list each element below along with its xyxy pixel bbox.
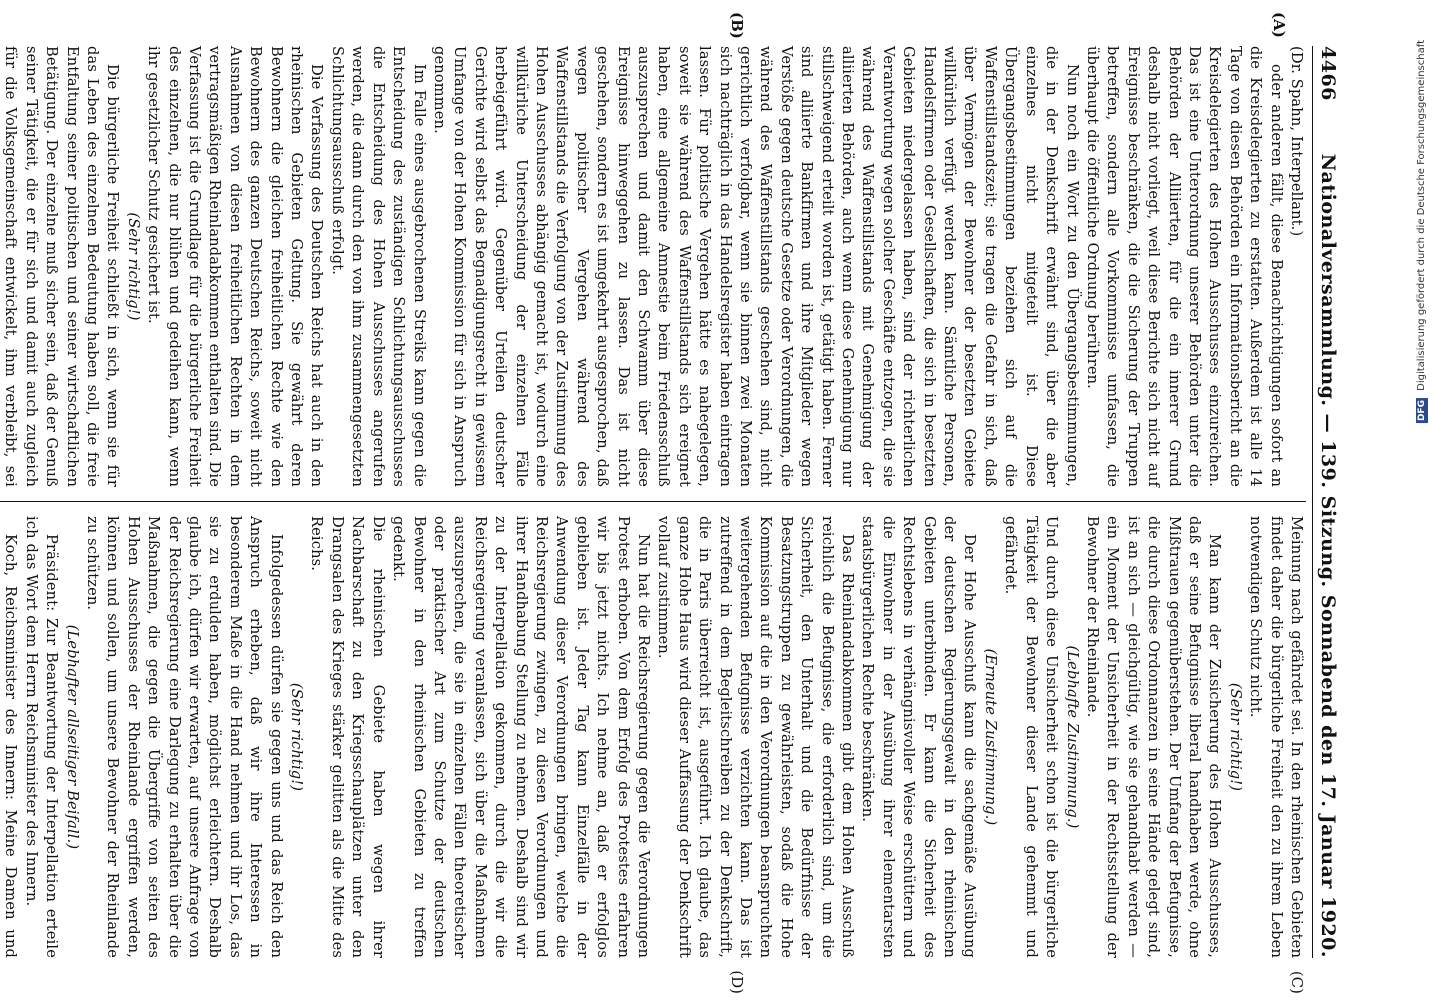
paragraph: Und durch diese Unsicherheit schon ist die bürgerliche Tätigkeit der Bewohner dieser Lande gehemmt und gefährdet. (1002, 516, 1061, 958)
paragraph: (Sehr richtig!) (1226, 682, 1244, 792)
margin-letter-a: (A) (1270, 12, 1288, 38)
paragraph: Nun noch ein Wort zu den Übergangsbestimmungen, die in der Denkschrift erwähnt sind, über die aber einzelnes nicht mitgeteilt ist. Diese Übergangsbestimmungen beziehen sich auf die Waffenstillstandszeit; sie tragen die Gefahr in sich, daß über Vermögen der Bewohner der besetzten Gebiete willkürlich verfügt werden kann. Sämtliche Personen, Handelsfirmen oder Gesellschaften, die sich in besetzten Gebieten niedergelassen haben, sind der richterlichen Verantwortung wegen solcher Geschäfte entzogen, die sie während des Waffenstillstands mit Genehmigung der alliierten Behörden, auch wenn diese Genehmigung nur stillschweigend erteilt worden ist, getätigt haben. Ferner sind alliierte Bankfirmen und ihre Mitglieder wegen Verstöße gegen deutsche Gesetze oder Verordnungen, die während des Waffenstillstands geschehen sind, nicht gerichtlich verfolgbar, wenn sie binnen zwei Monaten sich nachträglich in das Handelsregister haben eintragen lassen. Für politische Vergehen hätte es nahegelegen, soweit sie während des Waffenstillstands sich ereignet haben, eine allgemeine Amnestie beim Friedensschluß auszusprechen und damit den Schwamm über diese Ereignisse hinweggehen zu lassen. Das ist nicht geschehen, sondern es ist umgekehrt ausgesprochen, daß wegen politischer Vergehen während des Waffenstillstands die Verfolgung von der Zustimmung des Hohen Ausschusses abhängig gemacht ist, wodurch eine willkürliche Unterscheidung der einzelnen Fälle herbeigeführt wird. Gegenüber Urteilen deutscher Gerichte wird selbst das Begnadigungsrecht in gewissem Umfange von der Hohen Kommission für sich in Anspruch genommen. (430, 46, 1081, 487)
left-column (0, 12, 1306, 502)
page-title: Nationalversammlung. — 139. Sitzung. Sonnabend den 17. Januar 1920. (1317, 153, 1339, 958)
text-columns (0, 12, 1306, 994)
paragraph: Der Hohe Ausschuß kann die sachgemäße Ausübung der deutschen Regierungsgewalt in den rheinischen Gebieten unterbinden. Er kann die Sicherheit des Rechtslebens in verhängnisvoller Weise erschüttern und die Einwohner in der Ausübung ihrer elementarsten staatsbürgerlichen Rechte beschränken. (859, 516, 979, 958)
paragraph: (Sehr richtig!) (288, 682, 306, 792)
running-head (1312, 46, 1339, 958)
paragraph: (Lebhafter allseitiger Beifall.) (63, 624, 81, 850)
paragraph: (Sehr richtig!) (124, 212, 142, 321)
paragraph: Präsident: Zur Beantwortung der Interpellation erteile ich das Wort dem Herrn Reichsminister des Innern. (22, 516, 61, 958)
paragraph: (Erneute Zustimmung.) (981, 648, 999, 826)
paragraph: (Dr. Spahn, Interpellant.) (1288, 46, 1305, 237)
document-page (2, 0, 1395, 1000)
paragraph: Man kann der Zusicherung des Hohen Ausschusses, daß er seine Befugnisse liberal handhaben werde, ohne Mißtrauen gegenüberstehen. Der Umfang der Befugnisse, die durch diese Ordonnanzen in seine Hände gelegt sind, ist an sich — gleichgültig, wie sie gehandhabt werden — ein Moment der Unsicherheit in der Rechtsstellung der Bewohner der Rheinlande. (1083, 516, 1224, 958)
paragraph: Die bürgerliche Freiheit schließt in sich, wenn sie für das Leben des einzelnen Bedeutung haben soll, die freie Entfaltung seiner politischen und seiner wirtschaftlichen Betätigung. Der einzelne muß sicher sein, daß der Genuß seiner Tätigkeit, die er für sich und damit auch zugleich für die Volksgemeinschaft entwickelt, ihm verbleibt, sei (2, 46, 122, 487)
dfg-logo: DFG (1417, 400, 1427, 422)
margin-letter-c: (C) (1288, 970, 1306, 994)
digitization-footer (1416, 40, 1428, 423)
paragraph: Nun hat die Reichsregierung gegen die Verordnungen Protest erhoben. Von dem Erfolg des Protestes erfahren wir bis jetzt nichts. Ich nehme an, daß er erfolglos geblieben ist. Jeder Tag kann Einzelfälle in der Anwendung dieser Verordnungen bringen, welche die Reichsregierung zwingen, zu diesen Verordnungen und ihrer Handhabung Stellung zu nehmen. Deshalb sind wir zu der Interpellation gekommen, durch die wir die Reichsregierung veranlassen, sich über die Maßnahmen auszusprechen, die sie in einzelnen Fällen theoretischer oder praktischer Art zum Schutze der deutschen Bewohner in den rheinischen Gebieten zu treffen gedenkt. (390, 516, 652, 958)
footer-text: Digitalisierung gefördert durch die Deutsche Forschungsgemeinschaft (1416, 40, 1427, 391)
right-column (0, 502, 1306, 994)
paragraph: (Lebhafte Zustimmung.) (1063, 645, 1081, 829)
margin-letter-b: (B) (728, 12, 746, 39)
paragraph: Infolgedessen dürfen sie gegen uns und das Reich den Anspruch erheben, daß wir ihre Interessen in besonderem Maße in die Hand nehmen und ihr Los, das sie zu erdulden haben, möglichst erleichtern. Deshalb glaube ich, dürfen wir erwarten, auf unsere Anfrage von der Reichsregierung eine Darlegung zu erhalten über die Maßnahmen, die gegen die Übergriffe von seiten des Hohen Ausschusses der Rheinlande ergriffen werden, können und sollen, um unsere Bewohner der Rheinlande zu schützen. (84, 516, 285, 958)
paragraph: oder anderen fällt, diese Benachrichtigungen sofort an die Kreisdelegierten zu erstatten. Außerdem ist alle 14 Tage von diesen Behörden ein Informationsbericht an die Kreisdelegierten des Hohen Ausschusses einzureichen. Das ist eine Unterordnung unserer Behörden unter die Behörden der Alliierten, für die ein innerer Grund deshalb nicht vorliegt, weil diese Berichte sich nicht auf Ereignisse beschränken, die die Sicherung der Truppen betreffen, sondern alle Vorkommnisse umfassen, die überhaupt die öffentliche Ordnung berühren. (1083, 46, 1285, 487)
paragraph: Koch, Reichsminister des Innern: Meine Damen und (2, 534, 20, 958)
paragraph: Meinung nach gefährdet sei. In den rheinischen Gebieten findet daher die bürgerliche Freiheit den zu ihrem Leben notwendigen Schutz nicht. (1247, 516, 1305, 958)
paragraph: Im Falle eines ausgebrochenen Streiks kann gegen die Entscheidung des zuständigen Schlichtungsausschusses die Entscheidung des Hohen Ausschusses angerufen werden, die dann durch den von ihm zusammengesetzten Schlichtungsausschuß erfolgt. (328, 46, 428, 487)
paragraph: Die Verfassung des Deutschen Reichs hat auch in den rheinischen Gebieten Geltung. Sie gewährt deren Bewohnern die gleichen freiheitlichen Rechte wie den Bewohnern des ganzen Deutschen Reichs, soweit nicht Ausnahmen von diesen freiheitlichen Rechten in dem vertragsmäßigen Rheinlandabkommen enthalten sind. Die Verfassung ist die Grundlage für die bürgerliche Freiheit des einzelnen, die nur blühen und gedeihen kann, wenn ihr gesetzlicher Schutz gesichert ist. (145, 46, 326, 487)
paragraph: Die rheinischen Gebiete haben wegen ihrer Nachbarschaft zu den Kriegsschauplätzen unter den Drangsalen des Krieges stärker gelitten als die Mitte des Reichs. (308, 516, 387, 958)
margin-letter-d: (D) (728, 970, 746, 994)
page-number: 4466 (1317, 46, 1339, 101)
paragraph: Das Rheinlandabkommen gibt dem Hohen Ausschuß reichlich die Befugnisse, die erforderlich sind, um die Sicherheit, den Unterhalt und die Bedürfnisse der Besatzungstruppen zu gewährleisten, sodaß die Hohe Kommission auf die in den Verordnungen beanspruchten weitergehenden Befugnisse verzichten kann. Das ist zutreffend in dem Begleitschreiben zu der Denkschrift, die in Paris überreicht ist, ausgeführt. Ich glaube, das ganze Hohe Haus wird dieser Auffassung der Denkschrift vollauf zustimmen. (655, 516, 857, 958)
